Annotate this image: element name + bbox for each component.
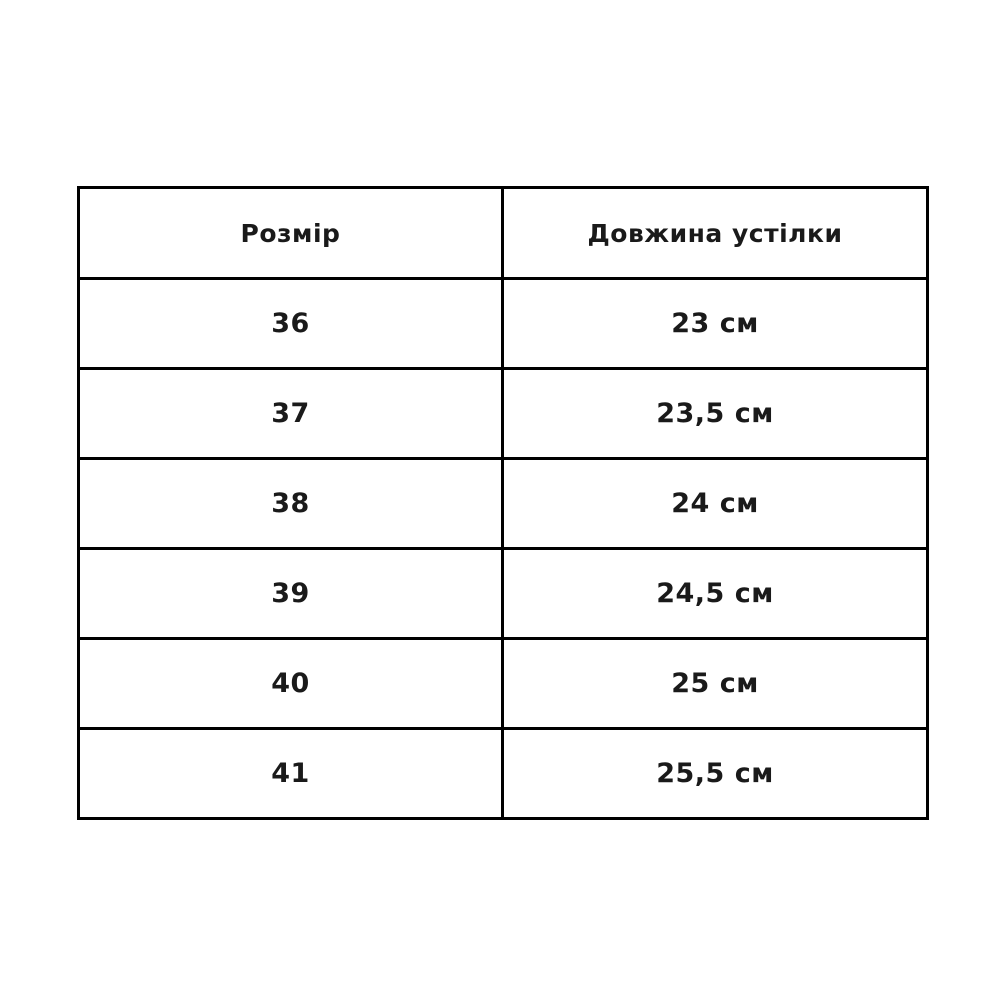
table-body <box>79 279 928 819</box>
column-header-insole-length: Довжина устілки <box>503 188 928 279</box>
cell-size: 41 <box>79 729 503 819</box>
size-chart-container <box>77 186 926 820</box>
table-header-row <box>79 188 928 279</box>
cell-size: 37 <box>79 369 503 459</box>
cell-insole-length: 24,5 см <box>503 549 928 639</box>
cell-insole-length: 25,5 см <box>503 729 928 819</box>
table-row <box>79 459 928 549</box>
cell-insole-length: 25 см <box>503 639 928 729</box>
table-row <box>79 639 928 729</box>
size-chart-table <box>77 186 929 820</box>
cell-insole-length: 23 см <box>503 279 928 369</box>
cell-insole-length: 23,5 см <box>503 369 928 459</box>
table-row <box>79 279 928 369</box>
table-row <box>79 729 928 819</box>
column-header-size: Розмір <box>79 188 503 279</box>
table-row <box>79 369 928 459</box>
cell-insole-length: 24 см <box>503 459 928 549</box>
cell-size: 38 <box>79 459 503 549</box>
cell-size: 40 <box>79 639 503 729</box>
table-header <box>79 188 928 279</box>
cell-size: 36 <box>79 279 503 369</box>
cell-size: 39 <box>79 549 503 639</box>
table-row <box>79 549 928 639</box>
